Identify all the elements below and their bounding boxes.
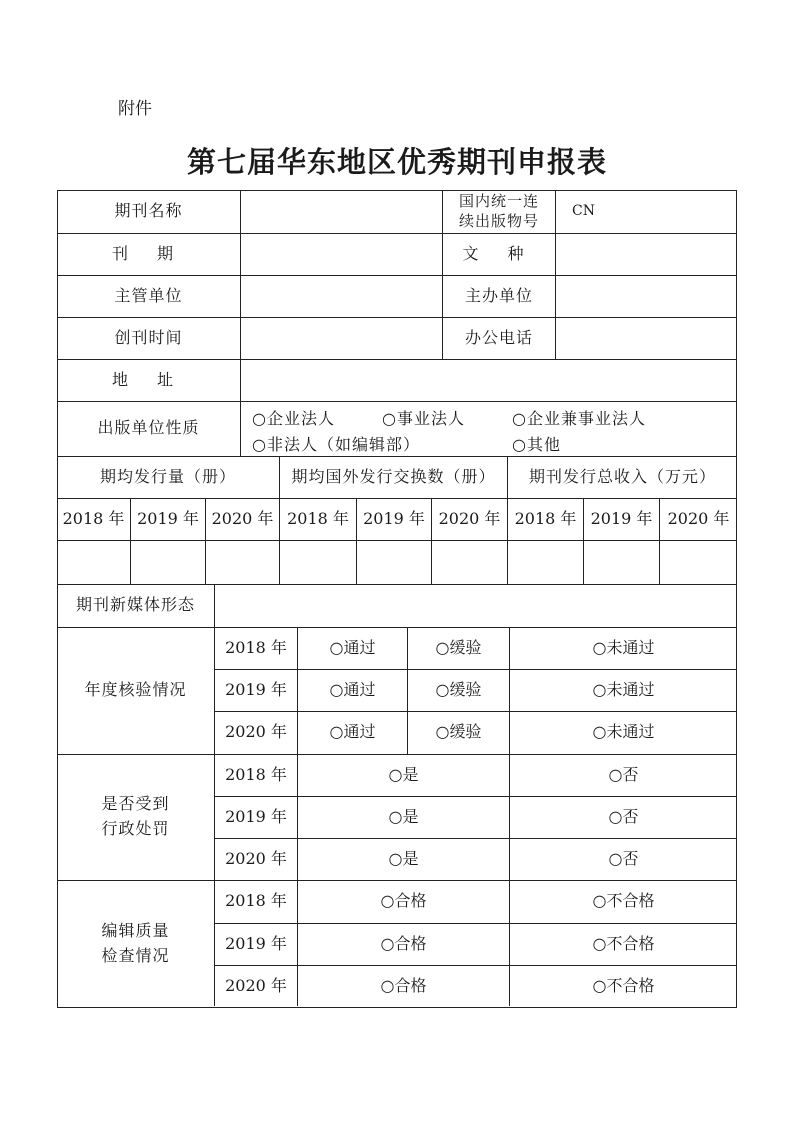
annual-check-pass-option[interactable]: ○通过 [329,679,376,699]
foreign-year: 2018 年 [287,509,349,529]
quality-year: 2018 年 [225,891,287,911]
quality-fail-option[interactable]: ○不合格 [592,933,655,953]
supervisor-field[interactable] [241,275,442,317]
foreign-value-field[interactable] [280,541,356,584]
sponsor-label: 主办单位 [464,285,533,305]
annual-check-label: 年度核验情况 [84,680,187,700]
foreign-value-field[interactable] [357,541,431,584]
penalty-label-line-1: 是否受到 [101,794,170,814]
sponsor-field[interactable] [556,275,737,317]
new-media-label: 期刊新媒体形态 [75,595,195,615]
quality-year: 2020 年 [225,975,287,995]
annual-check-year: 2018 年 [225,637,287,657]
new-media-field[interactable] [215,584,737,627]
annual-check-fail-option[interactable]: ○未通过 [592,637,655,657]
annual-check-deferred-option[interactable]: ○缓验 [435,679,482,699]
annual-check-deferred-option[interactable]: ○缓验 [435,722,482,742]
penalty-yes-option[interactable]: ○是 [388,764,419,784]
circulation-year: 2020 年 [211,509,274,529]
foreign-exchange-header: 期均国外发行交换数（册） [291,466,496,486]
journal-name-label: 期刊名称 [114,201,183,221]
cn-number-label [443,190,555,233]
nature-option-enterprise[interactable]: ○企业法人 [252,409,335,428]
foreign-value-field[interactable] [432,541,507,584]
penalty-no-option[interactable]: ○否 [608,806,639,826]
penalty-year: 2019 年 [225,806,287,826]
quality-label-line-2: 检查情况 [101,945,170,965]
revenue-value-field[interactable] [508,541,583,584]
phone-label: 办公电话 [464,327,533,347]
col-divider [240,401,241,456]
revenue-value-field[interactable] [660,541,737,584]
cn-prefix: CN [572,202,595,219]
annual-check-fail-option[interactable]: ○未通过 [592,679,655,699]
address-field[interactable] [241,359,737,401]
period-field[interactable] [241,233,442,275]
publisher-nature-label: 出版单位性质 [97,418,200,438]
application-form-table [57,190,737,1008]
language-field[interactable] [556,233,737,275]
penalty-label-line-2: 行政处罚 [101,819,170,838]
quality-label-line-1: 编辑质量 [101,920,170,940]
cn-label-line-1: 国内统一连 [458,192,539,210]
founded-label: 创刊时间 [114,327,183,347]
revenue-year: 2018 年 [514,509,577,529]
cn-label-line-2: 续出版物号 [458,211,539,230]
penalty-year: 2018 年 [225,764,287,784]
penalty-no-option[interactable]: ○否 [608,764,639,784]
founded-field[interactable] [241,317,442,359]
journal-name-field[interactable] [241,190,442,233]
quality-label [57,880,214,1007]
address-label: 地 址 [111,369,186,389]
quality-pass-option[interactable]: ○合格 [380,933,427,953]
penalty-label [57,754,214,880]
annual-check-year: 2019 年 [225,679,287,699]
total-revenue-header: 期刊发行总收入（万元） [528,466,716,486]
nature-option-institution[interactable]: ○事业法人 [382,409,465,428]
quality-year: 2019 年 [225,933,287,953]
quality-fail-option[interactable]: ○不合格 [592,891,655,911]
circulation-year: 2018 年 [62,509,125,529]
annual-check-year: 2020 年 [225,722,287,742]
language-label: 文 种 [462,243,536,263]
annual-check-pass-option[interactable]: ○通过 [329,637,376,657]
penalty-year: 2020 年 [225,848,287,868]
circulation-year: 2019 年 [137,509,199,529]
circulation-value-field[interactable] [57,541,130,584]
nature-option-enterprise-institution[interactable]: ○企业兼事业法人 [512,409,646,428]
penalty-yes-option[interactable]: ○是 [388,848,419,868]
nature-option-other[interactable]: ○其他 [512,435,561,454]
period-label: 刊 期 [111,243,186,263]
revenue-year: 2020 年 [667,509,730,529]
circulation-value-field[interactable] [206,541,279,584]
avg-circulation-header: 期均发行量（册） [99,466,236,486]
quality-fail-option[interactable]: ○不合格 [592,975,655,995]
quality-pass-option[interactable]: ○合格 [380,975,427,995]
penalty-yes-option[interactable]: ○是 [388,806,419,826]
supervisor-label: 主管单位 [114,285,183,305]
revenue-year: 2019 年 [590,509,653,529]
form-title: 第七届华东地区优秀期刊申报表 [186,145,607,179]
quality-pass-option[interactable]: ○合格 [380,891,427,911]
annual-check-deferred-option[interactable]: ○缓验 [435,637,482,657]
revenue-value-field[interactable] [584,541,659,584]
annual-check-fail-option[interactable]: ○未通过 [592,722,655,742]
foreign-year: 2019 年 [363,509,425,529]
penalty-no-option[interactable]: ○否 [608,848,639,868]
phone-field[interactable] [556,317,737,359]
foreign-year: 2020 年 [438,509,501,529]
nature-option-non-legal[interactable]: ○非法人（如编辑部） [252,435,420,454]
cn-number-field[interactable] [556,190,737,233]
circulation-value-field[interactable] [131,541,205,584]
annual-check-pass-option[interactable]: ○通过 [329,722,376,742]
attachment-label: 附件 [118,99,152,119]
